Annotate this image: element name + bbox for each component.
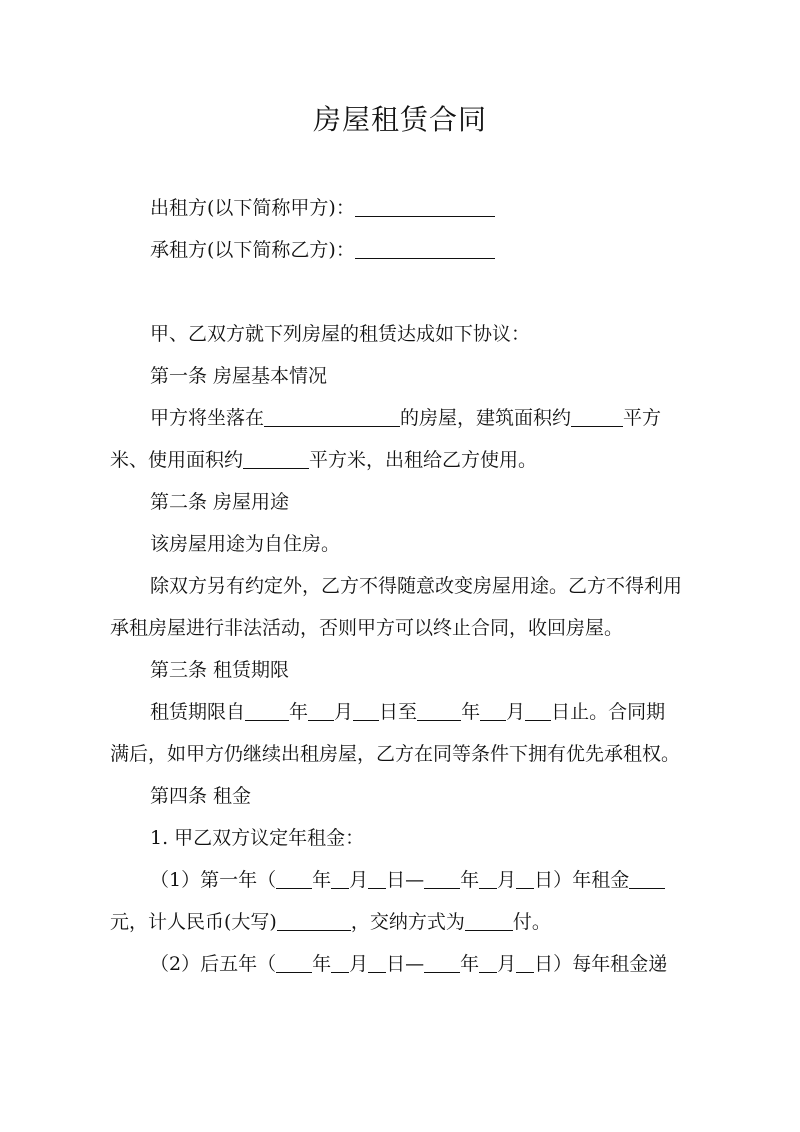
article-1-heading: 第一条 房屋基本情况 — [150, 365, 328, 387]
text-segment: 日） — [534, 953, 573, 975]
start-month-blank[interactable] — [308, 700, 334, 721]
article-4-sub-2-line-1 — [110, 950, 730, 978]
article-3-line-2: 满后，如甲方仍继续出租房屋，乙方在同等条件下拥有优先承租权。 — [110, 743, 681, 765]
text-segment: 月 — [506, 701, 526, 723]
article-1-line-2 — [110, 446, 690, 474]
text-segment: 年 — [460, 869, 480, 891]
article-2-paragraph-2-line-2: 承租房屋进行非法活动，否则甲方可以终止合同，收回房屋。 — [110, 617, 624, 639]
text-segment: 每年租金递 — [572, 953, 668, 975]
article-2-paragraph-1: 该房屋用途为自住房。 — [150, 533, 341, 555]
text-segment: 年 — [289, 701, 309, 723]
text-segment: 年 — [312, 869, 332, 891]
article-4-sub-1-line-1 — [110, 866, 730, 894]
text-segment: 米、使用面积约 — [110, 449, 244, 471]
usable-area-blank[interactable] — [243, 448, 309, 469]
text-segment: 的房屋，建筑面积约 — [400, 407, 572, 429]
text-segment: 日至 — [379, 701, 418, 723]
text-segment: ，交纳方式为 — [350, 911, 465, 933]
document-title: 房屋租赁合同 — [312, 103, 487, 136]
article-4-item-1: 1. 甲乙双方议定年租金： — [150, 827, 365, 849]
y1-end-day-blank[interactable] — [516, 868, 534, 889]
y2-end-year-blank[interactable] — [424, 952, 460, 973]
y1-rent-blank[interactable] — [629, 868, 665, 889]
text-segment: 日） — [534, 869, 573, 891]
building-area-blank[interactable] — [571, 406, 623, 427]
text-segment: 月 — [497, 869, 517, 891]
party-b-label: 承租方(以下简称乙方)： — [150, 239, 355, 261]
text-segment: 年 — [461, 701, 481, 723]
end-year-blank[interactable] — [417, 700, 461, 721]
text-segment: 日— — [386, 953, 425, 975]
article-3-heading: 第三条 租赁期限 — [150, 659, 290, 681]
y2-start-day-blank[interactable] — [368, 952, 386, 973]
text-segment: （1）第一年（ — [150, 869, 277, 891]
party-a-label: 出租方(以下简称甲方)： — [150, 197, 355, 219]
y1-end-month-blank[interactable] — [479, 868, 497, 889]
text-segment: 平方 — [623, 407, 662, 429]
y2-start-year-blank[interactable] — [276, 952, 312, 973]
payment-method-blank[interactable] — [465, 910, 513, 931]
text-segment: 甲方将坐落在 — [150, 407, 265, 429]
party-a-line — [110, 194, 730, 222]
rent-in-words-blank[interactable] — [277, 910, 351, 931]
text-segment: 付。 — [512, 911, 551, 933]
party-b-line — [110, 236, 730, 264]
text-segment: 平方米，出租给乙方使用。 — [309, 449, 538, 471]
text-segment: 日止。合同期 — [551, 701, 666, 723]
y1-start-day-blank[interactable] — [368, 868, 386, 889]
text-segment: 月 — [349, 869, 369, 891]
start-year-blank[interactable] — [245, 700, 289, 721]
text-segment: 日— — [386, 869, 425, 891]
end-day-blank[interactable] — [525, 700, 551, 721]
text-segment: （2）后五年（ — [150, 953, 277, 975]
start-day-blank[interactable] — [353, 700, 379, 721]
party-b-blank[interactable] — [355, 238, 495, 259]
text-segment: 月 — [334, 701, 354, 723]
text-segment: 年租金 — [572, 869, 630, 891]
y2-end-day-blank[interactable] — [516, 952, 534, 973]
article-4-heading: 第四条 租金 — [150, 785, 252, 807]
text-segment: 租赁期限自 — [150, 701, 246, 723]
text-segment: 年 — [312, 953, 332, 975]
text-segment: 年 — [460, 953, 480, 975]
text-segment: 元，计人民币(大写) — [110, 911, 277, 933]
article-1-line-1 — [110, 404, 730, 432]
article-2-heading: 第二条 房屋用途 — [150, 491, 290, 513]
y1-start-month-blank[interactable] — [331, 868, 349, 889]
location-blank[interactable] — [264, 406, 400, 427]
party-a-blank[interactable] — [355, 196, 495, 217]
y1-end-year-blank[interactable] — [424, 868, 460, 889]
article-4-sub-1-line-2 — [110, 908, 690, 936]
intro-paragraph: 甲、乙双方就下列房屋的租赁达成如下协议： — [150, 323, 531, 345]
y2-start-month-blank[interactable] — [331, 952, 349, 973]
article-2-paragraph-2-line-1: 除双方另有约定外，乙方不得随意改变房屋用途。乙方不得利用 — [150, 575, 683, 597]
end-month-blank[interactable] — [480, 700, 506, 721]
text-segment: 月 — [349, 953, 369, 975]
text-segment: 月 — [497, 953, 517, 975]
y2-end-month-blank[interactable] — [479, 952, 497, 973]
y1-start-year-blank[interactable] — [276, 868, 312, 889]
article-3-line-1 — [110, 698, 730, 726]
